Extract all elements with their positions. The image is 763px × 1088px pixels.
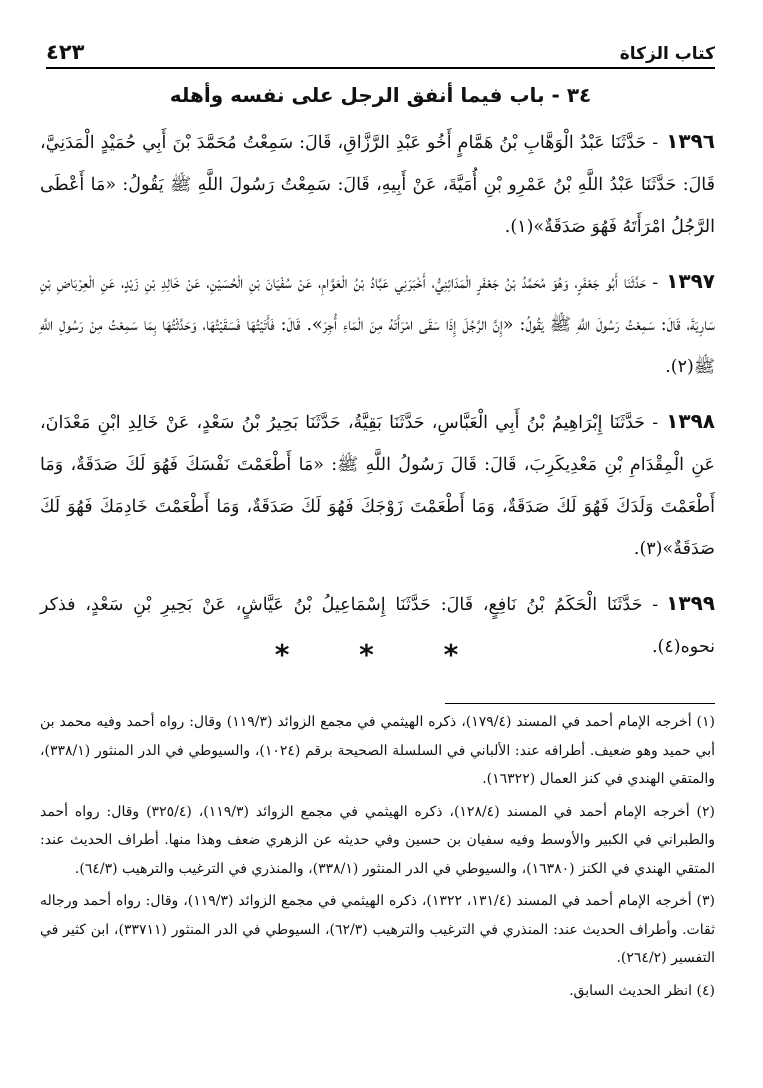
page-number: ٤٢٣	[46, 40, 85, 64]
chapter-title: ٣٤ - باب فيما أنفق الرجل على نفسه وأهله	[169, 83, 592, 107]
page-header	[46, 32, 715, 69]
footnote: (١) أخرجه الإمام أحمد في المسند (١٧٩/٤)، ذكره الهيثمي في مجمع الزوائد (١١٩/٣) وقال: رواه أحمد وفيه محمد بن أبي حميد وهو ضعيف. أطرافه عند: الألباني في السلسلة الصحيحة برقم (١٠٢٤)، والسيوطي في الدر المنثور (٣٣٨/١)، والمتقي الهندي في كنز العمال (١٦٣٢٢).	[40, 714, 716, 787]
hadith-number: ١٣٩٨	[666, 409, 715, 433]
hadith-paragraph	[40, 120, 715, 248]
hadith-text: - حَدَّثَنَا إِبْرَاهِيمُ بْنُ أَبِي الْعَبَّاسِ، حَدَّثَنَا بَقِيَّةُ، حَدَّثَنَا بَحِيرُ بْنُ سَعْدٍ، عَنْ خَالِدِ ابْنِ مَعْدَانَ، عَنِ الْمِقْدَامِ بْنِ مَعْدِيكَرِبَ، قَالَ: قَالَ رَسُولُ اللَّهِ ﷺ: «مَا أَطْعَمْتَ نَفْسَكَ فَهُوَ لَكَ صَدَقَةٌ، وَمَا أَطْعَمْتَ وَلَدَكَ فَهُوَ لَكَ صَدَقَةٌ، وَمَا أَطْعَمْتَ زَوْجَكَ فَهُوَ لَكَ صَدَقَةٌ، وَمَا أَطْعَمْتَ خَادِمَكَ فَهُوَ لَكَ صَدَقَةٌ»(٣).	[40, 413, 715, 559]
footnotes	[40, 708, 715, 1009]
hadith-number: ١٣٩٦	[666, 129, 715, 153]
hadith-paragraph	[40, 400, 715, 570]
book-title: كتاب الزكاة	[619, 44, 715, 64]
hadith-text: - حَدَّثَنَا عَبْدُ الْوَهَّابِ بْنُ هَمَّامٍ أَخُو عَبْدِ الرَّزَّاقِ، قَالَ: سَمِعْتُ مُحَمَّدَ بْنَ أَبِي حُمَيْدٍ الْمَدَنِيَّ، قَالَ: حَدَّثَنَا عَبْدُ اللَّهِ بْنُ عَمْرِو بْنِ أُمَيَّةَ، عَنْ أَبِيهِ، قَالَ: سَمِعْتُ رَسُولَ اللَّهِ ﷺ يَقُولُ: «مَا أَعْطَى الرَّجُلُ امْرَأَتَهُ فَهُوَ صَدَقَةٌ»(١).	[40, 133, 715, 237]
footnote: (٤) انظر الحديث السابق.	[569, 982, 715, 999]
hadith-number: ١٣٩٧	[666, 269, 715, 293]
section-separator: * * *	[274, 638, 489, 671]
footnote-divider	[445, 703, 715, 704]
hadith-paragraph	[40, 260, 715, 388]
footnote: (٣) أخرجه الإمام أحمد في المسند (١٣١/٤، ١٣٢٢)، ذكره الهيثمي في مجمع الزوائد (١١٩/٣)، وقال: رواه أحمد ورجاله ثقات. وأطراف الحديث عند: المنذري في الترغيب والترهيب (٦٢/٣)، السيوطي في الدر المنثور (٣٣٧١١)، ابن كثير في التفسير (٢٦٤/٢).	[40, 893, 716, 966]
footnote: (٢) أخرجه الإمام أحمد في المسند (١٢٨/٤)، ذكره الهيثمي في مجمع الزوائد (١١٩/٣)، (٣٢٥/٤) وقال: رواه أحمد والطبراني في الكبير والأوسط وفيه سفيان بن حسين وفي حديثه عن الزهري ضعف وهذا منها. أطراف الحديث عند: المتقي الهندي في الكنز (١٦٣٨٠)، والسيوطي في الدر المنثور (٣٣٨/١)، والمنذري في الترغيب والترهيب (٦٤/٣).	[40, 803, 715, 877]
hadith-text: - حَدَّثَنَا أَبُو جَعْفَرٍ، وَهُوَ مُحَمَّدُ بْنُ جَعْفَرٍ الْمَدَائِنِيُّ، أَخْبَرَنِي عَبَّادُ بْنُ الْعَوَّامِ، عَنْ سُفْيَانَ بْنِ الْحُسَيْنِ، عَنْ خَالِدِ بْنِ زَيْدٍ، عَنِ الْعِرْبَاضِ بْنِ سَارِيَةَ، قَالَ: سَمِعْتُ رَسُولَ اللَّهِ ﷺ يَقُولُ: «إِنَّ الرَّجُلَ إِذَا سَقَى امْرَأَتَهُ مِنَ الْمَاءِ أُجِرَ». قَالَ: فَأَتَيْتُهَا فَسَقَيْتُهَا، وَحَدَّثْتُهَا بِمَا سَمِعْتُ مِنْ رَسُولِ اللَّهِ ﷺ(٢).	[40, 273, 715, 377]
hadith-text: - حَدَّثَنَا الْحَكَمُ بْنُ نَافِعٍ، قَالَ: حَدَّثَنَا إِسْمَاعِيلُ بْنُ عَيَّاشٍ، عَنْ بَحِيرِ بْنِ سَعْدٍ، فذكر نحوه(٤).	[40, 595, 715, 657]
hadith-number: ١٣٩٩	[666, 591, 715, 615]
hadith-body	[40, 120, 715, 680]
